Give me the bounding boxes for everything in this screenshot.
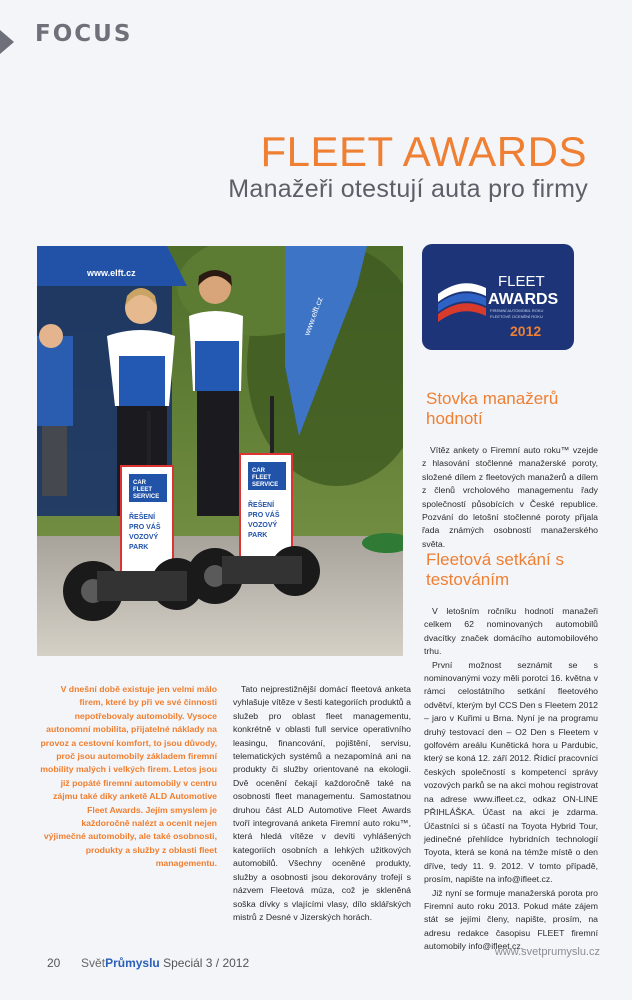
logo-tagline1: FIREMNÍ AUTOMOBIL ROKU	[490, 308, 544, 313]
website-link[interactable]: www.svetprumyslu.cz	[494, 946, 600, 958]
section2-paragraph-2: První možnost seznámit se s nominovanými vozy měli porotci 16. května v rámci celostátního setkání fleetového odvětví, kterým byl CCS Den s Fleetem 2012 – jaro v Kuřimi u Brna. Nyní je na programu druhý testovací den – O2 Den s Fleetem v golfovém areálu Kunětická hora u Pardubic, který se koná 12. září 2012. Řídicí pracovníci českých společností s kompetencí správy vozových parků se na akci mohou registrovat na adrese www.ifleet.cz, odkaz ON-LINE PŘIHLÁŠKA. Účast na akci je zdarma. Účastníci si s účastí na Toyota Hybrid Tour, jedinečné přehlídce hybridních technologií Toyota, která se koná na témže místě o den dříve, tedy 11. 9. 2012. V tomto případě, prosím, napište na info@ifleet.cz.	[424, 659, 598, 885]
sign1-slogan1: ŘEŠENÍ	[129, 514, 156, 521]
page-number: 20	[47, 956, 61, 970]
fleet-awards-logo	[422, 244, 574, 350]
sign2-slogan3: VOZOVÝ	[248, 522, 278, 529]
segway-photo	[37, 246, 403, 656]
sign2-line1: CAR	[252, 468, 265, 474]
issue-label: Speciál 3 / 2012	[163, 956, 250, 970]
article-subtitle: Manažeři otestují auta pro firmy	[228, 175, 588, 203]
logo-tagline2: FLEETOVÉ OCENĚNÍ ROKU	[490, 314, 543, 319]
brand-light: Svět	[81, 956, 106, 970]
sign1-slogan3: VOZOVÝ	[129, 534, 159, 541]
section2-body	[424, 605, 598, 954]
sign2-slogan2: PRO VÁŠ	[248, 512, 280, 519]
section1-body	[422, 444, 598, 551]
brand-bold: Průmyslu	[105, 956, 160, 970]
section1-paragraph: Vítěz ankety o Firemní auto roku™ vzejde z hlasování stočlenné manažerské poroty, složené dílem z fleetových manažerů a dílem z členů vrcholového managementu řady společností působících v České republice. Pozvání do letošní stočlenné poroty přijala řada známých osobností manažerského světa.	[422, 445, 598, 549]
section1-heading: Stovka manažerů hodnotí	[426, 389, 559, 428]
sign2-line2: FLEET	[252, 475, 271, 481]
section-tab-marker	[0, 30, 14, 54]
section2-paragraph-3: Již nyní se formuje manažerská porota pro Firemní auto roku 2013. Pokud máte zájem stát se jejími členy, napište, prosím, na adresu redakce časopisu FLEET firemní automobily info@ifleet.cz.	[424, 887, 598, 952]
sign1-slogan2: PRO VÁŠ	[129, 524, 161, 531]
sign1-line3: SERVICE	[133, 494, 160, 500]
sign2-line3: SERVICE	[252, 482, 279, 488]
logo-line1: FLEET	[498, 273, 545, 290]
page-footer	[47, 956, 249, 970]
logo-line2: AWARDS	[488, 291, 559, 308]
section2-heading: Fleetová setkání s testováním	[426, 550, 564, 589]
tent-text: www.elft.cz	[87, 268, 136, 278]
article-title: FLEET AWARDS	[260, 128, 587, 175]
section2-paragraph-1: V letošním ročníku hodnotí manažeři celkem 62 nominovaných automobilů dvacítky značek domácího automobilového trhu.	[424, 606, 598, 657]
sign2-slogan4: PARK	[248, 532, 268, 539]
sign1-slogan4: PARK	[129, 544, 149, 551]
middle-paragraph: Tato nejprestižnější domácí fleetová anketa vyhlašuje vítěze v šesti kategoriích produktů a služeb pro oblast fleet managementu, konkrétně v oblasti full service operativního leasingu, financování, pojištění, servisu, telematických systémů a nezapomíná ani na produkty či služby orientované na ekologii. Dvě ocenění čekají každoročně také na osobnosti fleet managementu. Samostatnou druhou část ALD Automotive Fleet Awards tvoří integrovaná anketa Firemní auto roku™, která hledá vítěze v devíti vyhlášených kategoriích osobních a lehkých užitkových automobilů. Všechny oceněné produkty, služby a osobnosti jsou dekorovány trofejí s názvem Fleetová múza, což je skleněná soška dívky s vlajícími vlasy, dílo sklářských mistrů z Desné v Jizerských horách.	[233, 684, 411, 922]
section-label: FOCUS	[35, 21, 133, 47]
logo-year: 2012	[510, 323, 542, 339]
article-lead: V dnešní době existuje jen velmi málo firem, které by při ve své činnosti nepotřebovaly automobily. Vysoce autonomní mobilita, přijatelné náklady na provoz a cestovní komfort, to jsou důvody, proč jsou automobily základem firemní mobility malých i velkých firem. Letos jsou již popáté firemní automobily v centru zájmu také díky anketě ALD Automotive Fleet Awards. Jejím smyslem je každoročně nalézt a ocenit nejen výjimečné automobily, ale také osobnosti, produkty a služby z oblasti fleet managementu.	[40, 684, 217, 869]
middle-column	[233, 683, 411, 924]
sign1-line2: FLEET	[133, 487, 152, 493]
sign2-slogan1: ŘEŠENÍ	[248, 502, 275, 509]
sign1-line1: CAR	[133, 480, 146, 486]
flag-text: www.elft.cz	[302, 296, 325, 337]
